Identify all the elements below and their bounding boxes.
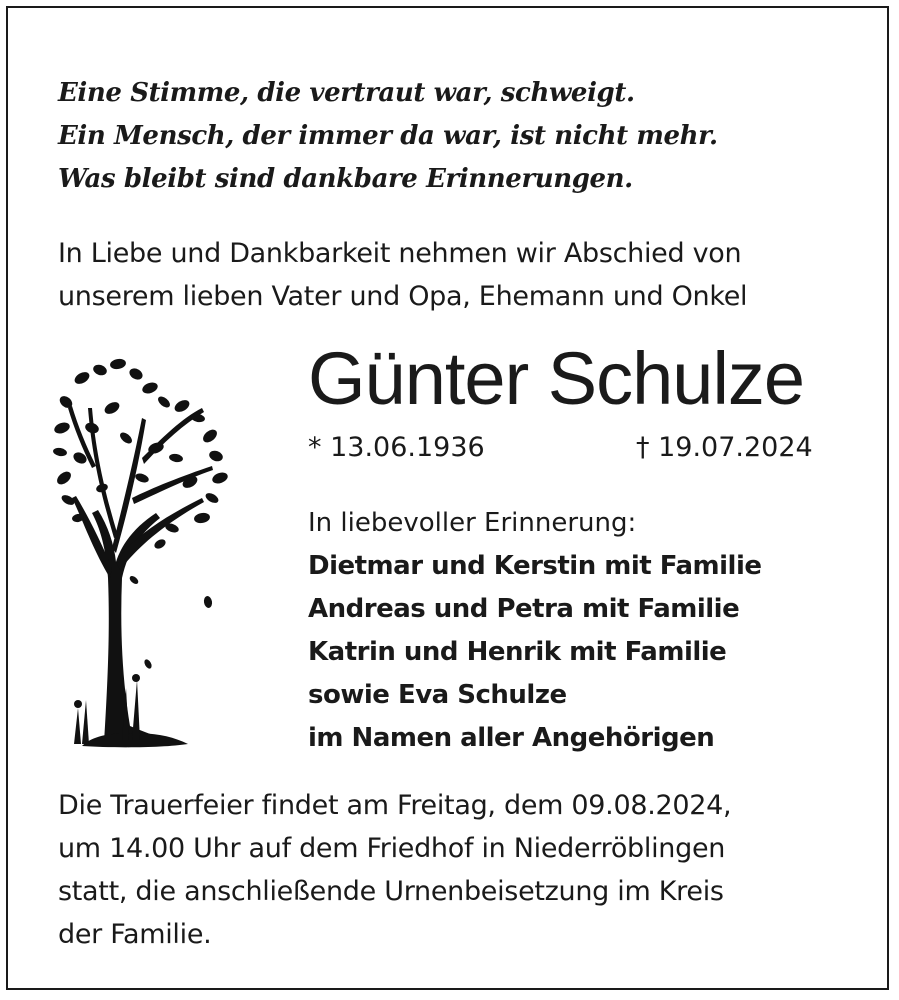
mourners-heading: In liebevoller Erinnerung: bbox=[308, 508, 637, 538]
intro-text bbox=[58, 232, 878, 318]
tree-icon bbox=[52, 348, 232, 748]
poem bbox=[58, 72, 838, 201]
service-line: statt, die anschließende Urnenbeisetzung im Kreis bbox=[58, 876, 724, 907]
service-line: der Familie. bbox=[58, 919, 212, 950]
mourner-line: Katrin und Henrik mit Familie bbox=[308, 637, 727, 667]
deceased-name: Günter Schulze bbox=[308, 337, 805, 420]
intro-line: unserem lieben Vater und Opa, Ehemann und Onkel bbox=[58, 281, 748, 312]
birth-date: * 13.06.1936 bbox=[308, 432, 485, 463]
service-line: um 14.00 Uhr auf dem Friedhof in Niederröblingen bbox=[58, 833, 726, 864]
obituary-frame bbox=[6, 6, 889, 990]
death-date: † 19.07.2024 bbox=[636, 432, 813, 463]
service-info bbox=[58, 784, 878, 956]
mourners-block bbox=[308, 502, 868, 760]
mourner-line: sowie Eva Schulze bbox=[308, 680, 567, 710]
intro-line: In Liebe und Dankbarkeit nehmen wir Abschied von bbox=[58, 238, 742, 269]
service-line: Die Trauerfeier findet am Freitag, dem 09.08.2024, bbox=[58, 790, 732, 821]
mourner-line: Dietmar und Kerstin mit Familie bbox=[308, 551, 762, 581]
poem-line: Was bleibt sind dankbare Erinnerungen. bbox=[58, 164, 633, 194]
poem-line: Ein Mensch, der immer da war, ist nicht mehr. bbox=[58, 121, 718, 151]
mourner-line: im Namen aller Angehörigen bbox=[308, 723, 715, 753]
mourner-line: Andreas und Petra mit Familie bbox=[308, 594, 740, 624]
poem-line: Eine Stimme, die vertraut war, schweigt. bbox=[58, 78, 635, 108]
